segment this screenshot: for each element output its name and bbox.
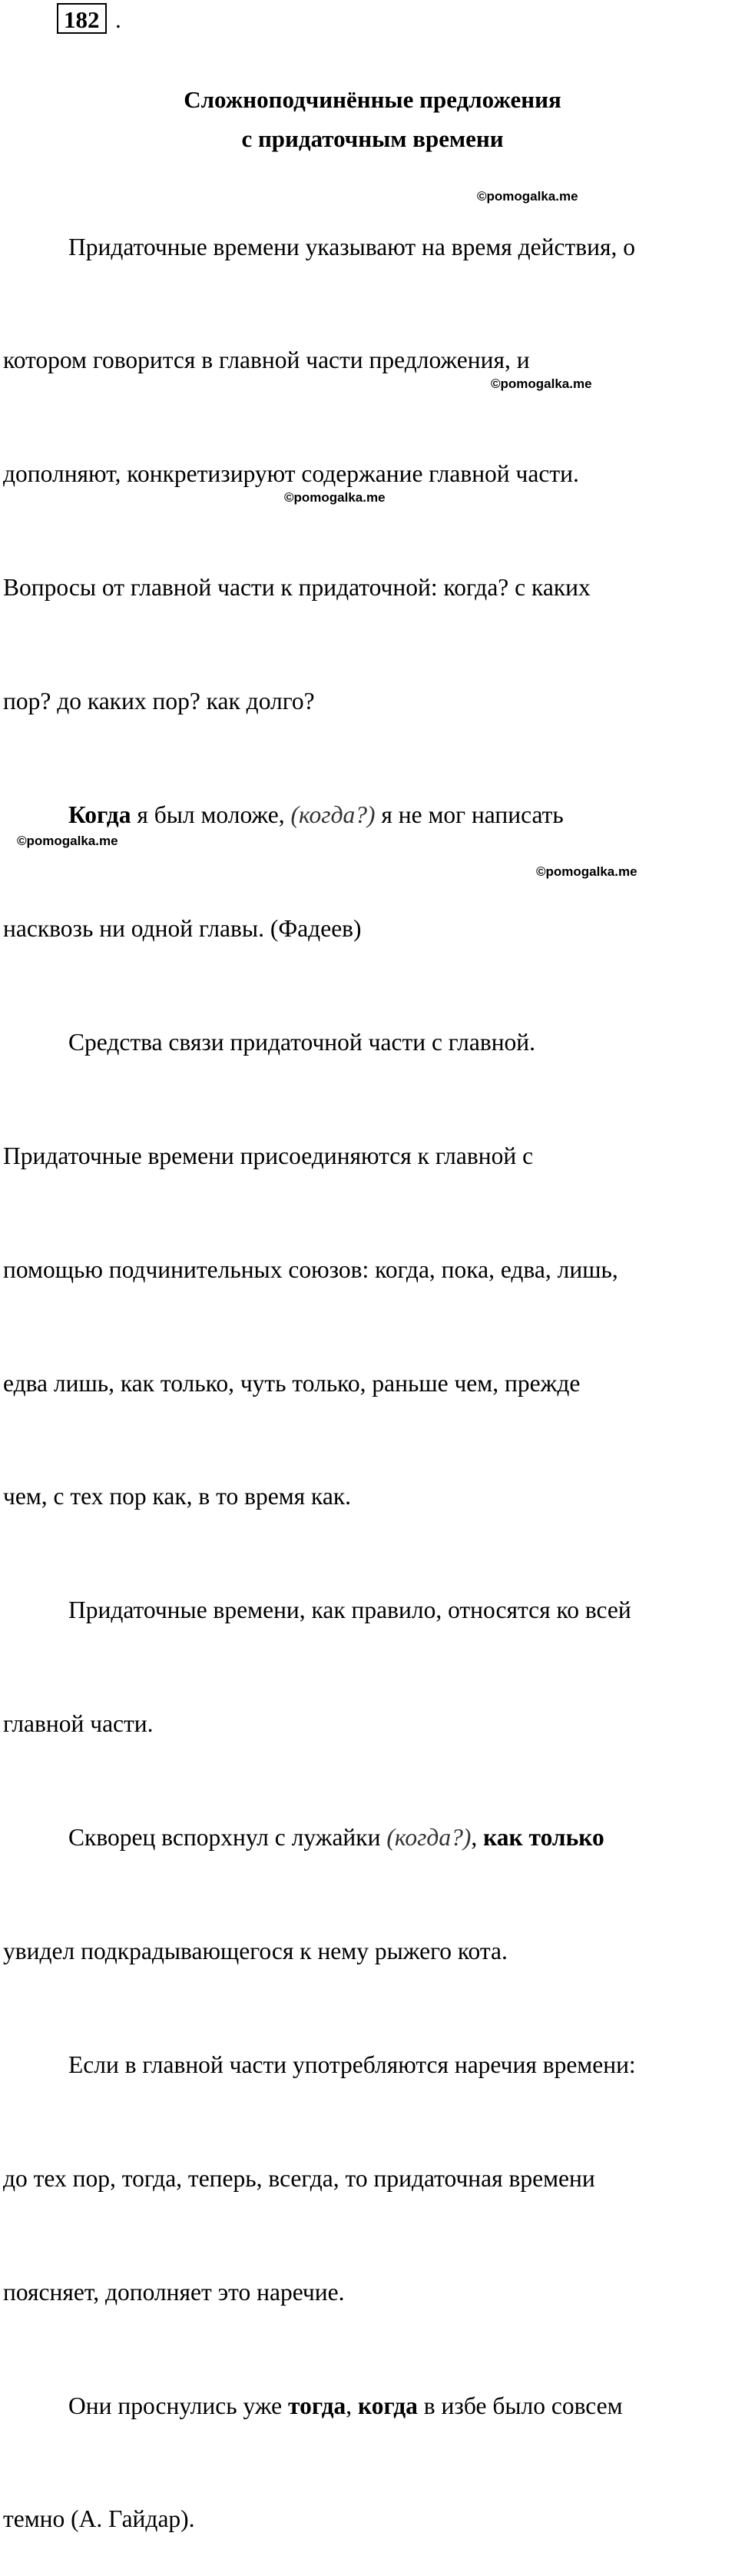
title-line-1: Сложноподчинённые предложения — [184, 86, 561, 113]
text-line: чем, с тех пор как, в то время как. — [3, 1483, 352, 1510]
exercise-number-dot: . — [115, 6, 121, 33]
text-line: главной части. — [3, 1710, 154, 1738]
text-line: пор? до каких пор? как долго? — [3, 688, 315, 715]
text-line: дополняют, конкретизируют содержание главной части. — [3, 460, 579, 488]
text-line: едва лишь, как только, чуть только, раньше чем, прежде — [3, 1369, 581, 1397]
example-line — [3, 1818, 740, 1856]
watermark: ©pomogalka.me — [477, 189, 578, 204]
text-line: насквозь ни одной главы. (Фадеев) — [3, 914, 362, 942]
text-line: котором говорится в главной части предложения, и — [3, 346, 530, 374]
text-fragment: в избе было совсем — [417, 2392, 623, 2419]
bold-word: Когда — [68, 801, 131, 829]
title-line-2: с придаточным времени — [241, 125, 504, 152]
text-line: темно (А. Гайдар). — [3, 2505, 195, 2533]
text-line: Придаточные времени присоединяются к главной с — [3, 1142, 534, 1169]
question-marker: (когда?) — [386, 1824, 472, 1852]
text-fragment: Они проснулись уже — [68, 2392, 289, 2419]
section-title — [0, 80, 745, 158]
text-line: Придаточные времени, как правило, относятся ко всей — [68, 1596, 631, 1624]
text-line: помощью подчинительных союзов: когда, пока, едва, лишь, — [3, 1255, 618, 1283]
body-text — [3, 152, 740, 2576]
watermark: ©pomogalka.me — [536, 864, 637, 879]
watermark: ©pomogalka.me — [491, 376, 592, 391]
text-line: Средства связи придаточной части с главной. — [68, 1028, 536, 1056]
text-line: Вопросы от главной части к придаточной: когда? с каких — [3, 574, 591, 602]
example-line — [3, 2387, 740, 2425]
text-line: Если в главной части употребляются наречия времени: — [68, 2051, 636, 2078]
bold-word: когда — [358, 2392, 418, 2419]
text-line: увидел подкрадывающегося к нему рыжего кота. — [3, 1937, 508, 1964]
text-fragment: , — [471, 1824, 484, 1852]
exercise-number: 182 — [57, 3, 107, 34]
text-line: до тех пор, тогда, теперь, всегда, то придаточная времени — [3, 2164, 595, 2192]
text-fragment: я был моложе, — [131, 801, 291, 829]
bold-word: тогда — [288, 2392, 346, 2419]
text-fragment: Скворец вспорхнул с лужайки — [68, 1824, 387, 1852]
watermark: ©pomogalka.me — [17, 834, 118, 848]
question-marker: (когда?) — [290, 801, 376, 829]
text-line: Придаточные времени указывают на время действия, о — [68, 233, 635, 260]
text-fragment: , — [346, 2392, 359, 2419]
bold-word: как только — [483, 1824, 604, 1852]
text-line: поясняет, дополняет это наречие. — [3, 2278, 345, 2306]
example-line — [3, 796, 740, 834]
watermark: ©pomogalka.me — [284, 490, 386, 505]
text-fragment: я не мог написать — [375, 801, 564, 829]
